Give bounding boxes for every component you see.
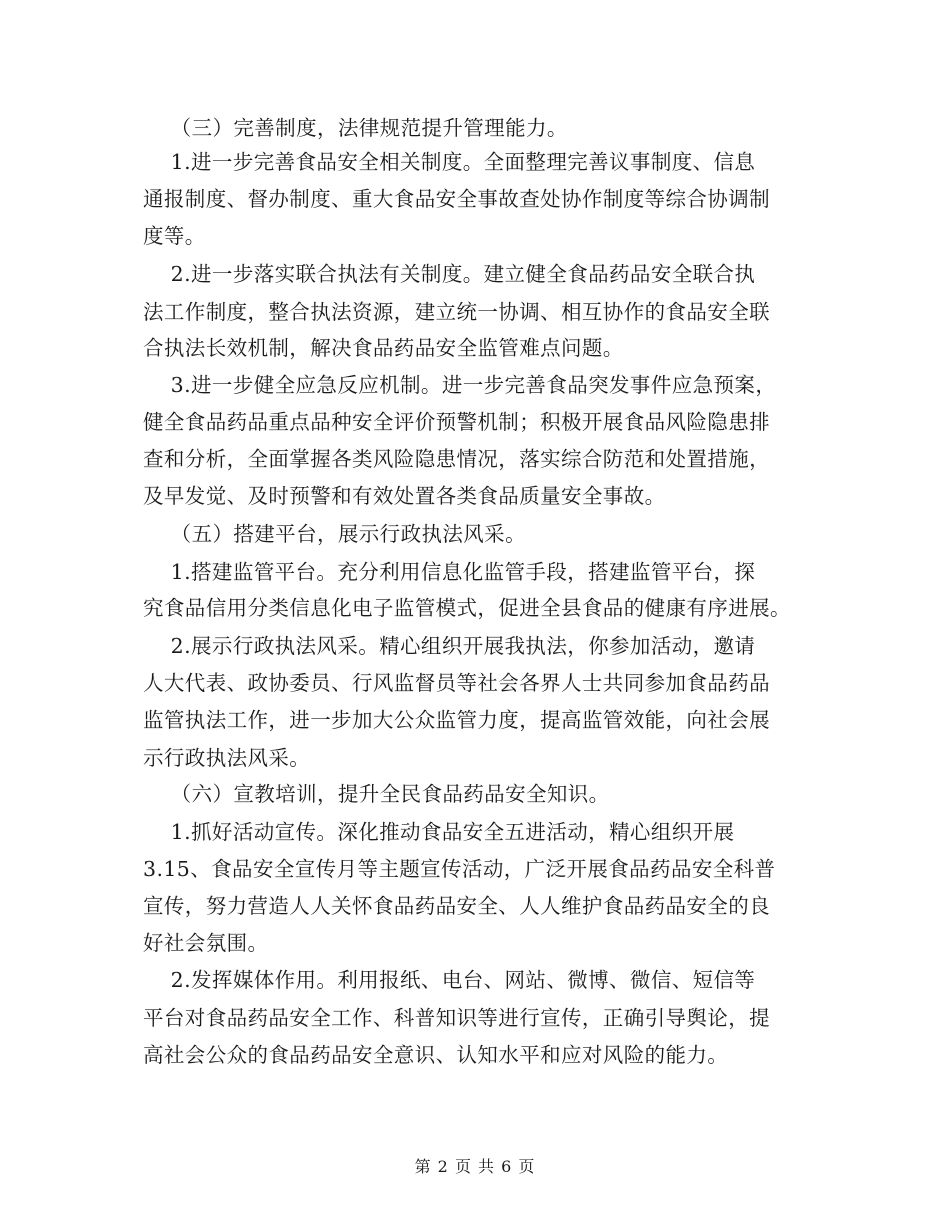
paragraph-line: 2.发挥媒体作用。利用报纸、电台、网站、微博、微信、短信等 — [143, 968, 756, 992]
paragraph-line: 示行政执法风采。 — [143, 746, 311, 770]
paragraph-line: 3.进一步健全应急反应机制。进一步完善食品突发事件应急预案， — [143, 373, 777, 397]
paragraph-line: 查和分析，全面掌握各类风险隐患情况，落实综合防范和处置措施， — [143, 447, 770, 471]
paragraph-line: 法工作制度，整合执法资源，建立统一协调、相互协作的食品安全联 — [143, 300, 770, 324]
paragraph-line: 2.进一步落实联合执法有关制度。建立健全食品药品安全联合执 — [143, 262, 756, 286]
paragraph-line: 3.15、食品安全宣传月等主题宣传活动，广泛开展食品药品安全科普 — [143, 857, 776, 881]
paragraph-line: 1.进一步完善食品安全相关制度。全面整理完善议事制度、信息 — [143, 150, 756, 174]
section-heading: （六）宣教培训，提升全民食品药品安全知识。 — [143, 782, 610, 806]
paragraph-line: 究食品信用分类信息化电子监管模式，促进全县食品的健康有序进展。 — [143, 596, 791, 620]
paragraph-line: 监管执法工作，进一步加大公众监管力度，提高监管效能，向社会展 — [143, 708, 770, 732]
paragraph-line: 通报制度、督办制度、重大食品安全事故查处协作制度等综合协调制 — [143, 187, 770, 211]
section-heading: （五）搭建平台，展示行政执法风采。 — [143, 522, 526, 546]
paragraph-line: 好社会氛围。 — [143, 931, 269, 955]
paragraph-line: 人大代表、政协委员、行风监督员等社会各界人士共同参加食品药品 — [143, 671, 770, 695]
paragraph-line: 宣传，努力营造人人关怀食品药品安全、人人维护食品药品安全的良 — [143, 894, 770, 918]
paragraph-line: 及早发觉、及时预警和有效处置各类食品质量安全事故。 — [143, 484, 666, 508]
paragraph-line: 1.搭建监管平台。充分利用信息化监管手段，搭建监管平台，探 — [143, 560, 756, 584]
paragraph-line: 1.抓好活动宣传。深化推动食品安全五进活动，精心组织开展 — [143, 820, 735, 844]
paragraph-line: 平台对食品药品安全工作、科普知识等进行宣传，正确引导舆论，提 — [143, 1006, 770, 1030]
section-heading: （三）完善制度，法律规范提升管理能力。 — [143, 116, 568, 140]
paragraph-line: 合执法长效机制，解决食品药品安全监管难点问题。 — [143, 336, 624, 360]
paragraph-line: 度等。 — [143, 224, 206, 248]
paragraph-line: 高社会公众的食品药品安全意识、认知水平和应对风险的能力。 — [143, 1043, 729, 1067]
paragraph-line: 2.展示行政执法风采。精心组织开展我执法，你参加活动，邀请 — [143, 634, 756, 658]
paragraph-line: 健全食品药品重点品种安全评价预警机制；积极开展食品风险隐患排 — [143, 410, 770, 434]
page-footer: 第 2 页 共 6 页 — [414, 1157, 536, 1176]
